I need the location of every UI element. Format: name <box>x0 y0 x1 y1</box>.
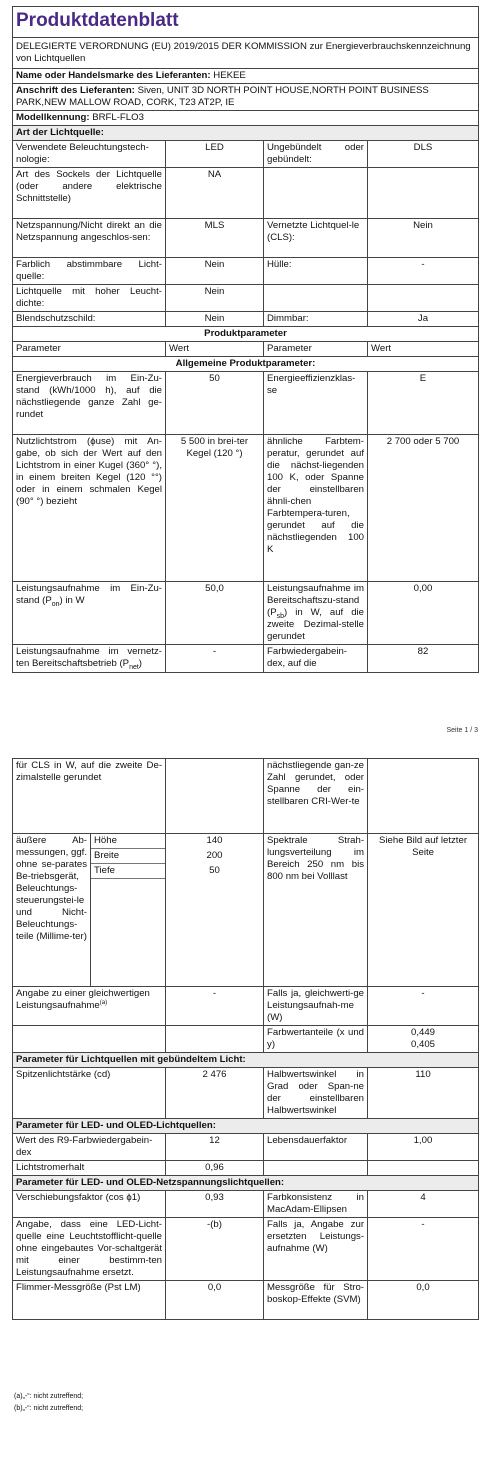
mains-label: Netzspannung/Nicht direkt an die Netzspannung angeschlos-sen: <box>13 219 166 258</box>
page-separator <box>0 740 490 752</box>
lumen-maintenance-label: Lichtstromerhalt <box>13 1161 166 1176</box>
chroma-x: 0,449 <box>411 1027 436 1038</box>
displacement-factor-label: Verschiebungsfaktor (cos ϕ1) <box>13 1191 166 1218</box>
peak-intensity-label: Spitzenlichtstärke (cd) <box>13 1068 166 1119</box>
high-luminance-value: Nein <box>166 285 264 312</box>
pnet-value: - <box>166 645 264 673</box>
spectral-value: Siehe Bild auf letzter Seite <box>368 834 479 987</box>
psb-sub: sb <box>276 612 284 620</box>
page-2 <box>0 752 490 1470</box>
cri-label-continued: nächstliegende gan-ze Zahl gerundet, oder Spanne der ein-stellbaren CRI-Wer-te <box>264 759 368 834</box>
regulation-text: DELEGIERTE VERORDNUNG (EU) 2019/2015 DER KOMMISSION zur Energieverbrauchskennzeichnung von Lichtquellen <box>13 38 479 69</box>
colour-consistency-value: 4 <box>368 1191 479 1218</box>
connected-label: Vernetzte Lichtquel-le (CLS): <box>264 219 368 258</box>
dimmable-value: Ja <box>368 312 479 327</box>
high-luminance-label: Lichtquelle mit hoher Leucht-dichte: <box>13 285 166 312</box>
product-params-heading: Produktparameter <box>13 327 479 342</box>
footnote-ref-a: (a) <box>99 999 108 1006</box>
energy-label: Energieverbrauch im Ein-Zu-stand (kWh/1000 h), auf die nächstliegende ganze Zahl ge-rundet <box>13 372 166 435</box>
survival-factor-value: 1,00 <box>368 1134 479 1161</box>
page-title: Produktdatenblatt <box>13 7 479 38</box>
displacement-factor-value: 0,93 <box>166 1191 264 1218</box>
flux-value: 5 500 in brei-ter Kegel (120 °) <box>166 435 264 582</box>
empty-cell <box>264 168 368 219</box>
replaced-power-label: Falls ja, Angabe zur ersetzten Leistungs-aufnahme (W) <box>264 1218 368 1281</box>
colour-consistency-label: Farbkonsistenz in MacAdam-Ellipsen <box>264 1191 368 1218</box>
tech-value: LED <box>166 141 264 168</box>
equiv-value: - <box>166 987 264 1026</box>
r9-value: 12 <box>166 1134 264 1161</box>
dimensions-names <box>91 834 166 987</box>
model-row <box>13 111 479 126</box>
cct-value: 2 700 oder 5 700 <box>368 435 479 582</box>
supplier-address-label: Anschrift des Lieferanten: <box>16 85 135 96</box>
supplier-name: HEKEE <box>213 70 246 81</box>
flicker-label: Flimmer-Messgröße (Pst LM) <box>13 1281 166 1320</box>
glare-label: Blendschutzschild: <box>13 312 166 327</box>
supplier-address: Siven, UNIT 3D NORTH POINT HOUSE,NORTH POINT BUSINESS PARK,NEW MALLOW ROAD, CORK, T23 AT2P, IE <box>16 85 429 108</box>
height-value: 140 <box>206 835 223 846</box>
col-value-header: Wert <box>368 342 479 357</box>
glare-value: Nein <box>166 312 264 327</box>
col-param-header: Parameter <box>13 342 166 357</box>
page-number: Seite 1 / 3 <box>446 727 478 734</box>
undirected-label: Ungebündelt oder gebündelt: <box>264 141 368 168</box>
supplier-address-row <box>13 84 479 111</box>
spectral-label: Spektrale Strah-lungsverteilung im Bereich 250 nm bis 800 nm bei Volllast <box>264 834 368 987</box>
beam-angle-value: 110 <box>368 1068 479 1119</box>
equiv-power-value: - <box>368 987 479 1026</box>
envelope-label: Hülle: <box>264 258 368 285</box>
led-heading: Parameter für LED- und OLED-Lichtquellen: <box>13 1119 479 1134</box>
colour-tunable-label: Farblich abstimmbare Licht-quelle: <box>13 258 166 285</box>
eff-class-value: E <box>368 372 479 435</box>
survival-factor-label: Lebensdauerfaktor <box>264 1134 368 1161</box>
pnet-label-continued: für CLS in W, auf die zweite De-zimalstelle gerundet <box>13 759 166 834</box>
empty-cell <box>264 285 368 312</box>
psb-label-text: ) in W, auf die zweite Dezimal-stelle gerundet <box>267 607 364 642</box>
pon-label-text: Leistungsaufnahme im Ein-Zu-stand (P <box>16 583 162 606</box>
psb-label <box>264 582 368 645</box>
general-params-heading: Allgemeine Produktparameter: <box>13 357 479 372</box>
eff-class-label: Energieeffizienzklas-se <box>264 372 368 435</box>
equiv-label-text: Angabe zu einer gleichwertigen Leistungsaufnahme <box>16 988 150 1011</box>
pon-label-text: ) in W <box>59 595 85 606</box>
supplier-name-label: Name oder Handelsmarke des Lieferanten: <box>16 70 211 81</box>
beam-angle-label: Halbwertswinkel in Grad oder Span-ne der einstellbaren Halbwertswinkel <box>264 1068 368 1119</box>
empty-cell <box>13 1026 166 1053</box>
cct-label: ähnliche Farbtem-peratur, gerundet auf die nächst-liegenden 100 K, oder Spanne der einstellbaren ähnli-chen Farbtempera-turen, gerundet auf die nächstliegenden 100 K <box>264 435 368 582</box>
dimensions-label: äußere Ab-messungen, ggf. ohne se-parates Be-triebsgerät, Beleuchtungs-steuerungstei-le und Nicht-Beleuchtungs-teile (Millime-ter) <box>13 834 91 987</box>
replacement-claim-label: Angabe, dass eine LED-Licht-quelle eine Leuchtstofflicht-quelle ohne eingebautes Vor-schaltgerät mit einer bestimm-ten Leistungsaufnahme ersetzt. <box>13 1218 166 1281</box>
cri-value: 82 <box>368 645 479 673</box>
empty-cell <box>368 168 479 219</box>
chroma-y: 0,405 <box>411 1039 436 1050</box>
equiv-power-label: Falls ja, gleichwerti-ge Leistungsaufnah-me (W) <box>264 987 368 1026</box>
light-source-type-heading: Art der Lichtquelle: <box>13 126 479 141</box>
model-label: Modellkennung: <box>16 112 90 123</box>
r9-label: Wert des R9-Farbwiedergabein-dex <box>13 1134 166 1161</box>
pnet-label-text: ) <box>138 658 142 669</box>
model-id: BRFL-FLO3 <box>92 112 144 123</box>
width-label: Breite <box>91 849 165 864</box>
replaced-power-value: - <box>368 1218 479 1281</box>
col-param-header: Parameter <box>264 342 368 357</box>
peak-intensity-value: 2 476 <box>166 1068 264 1119</box>
col-value-header: Wert <box>166 342 264 357</box>
pon-sub: on <box>51 600 60 608</box>
pon-label <box>13 582 166 645</box>
chroma-values <box>368 1026 479 1053</box>
empty-cell <box>166 1026 264 1053</box>
psb-value: 0,00 <box>368 582 479 645</box>
empty-cell <box>264 1161 368 1176</box>
socket-value: NA <box>166 168 264 219</box>
mains-value: MLS <box>166 219 264 258</box>
height-label: Höhe <box>91 834 165 849</box>
connected-value: Nein <box>368 219 479 258</box>
width-value: 200 <box>206 850 223 861</box>
product-data-sheet-table-page-1 <box>12 6 479 673</box>
empty-cell <box>166 759 264 834</box>
depth-value: 50 <box>209 865 220 876</box>
pnet-label <box>13 645 166 673</box>
dimensions-values <box>166 834 264 987</box>
flux-label: Nutzlichtstrom (ϕuse) mit An-gabe, ob sich der Wert auf den Lichtstrom in einer Kugel (360° °), in einem breiten Kegel (120 °°) oder in einem schmalen Kegel (90° °) bezieht <box>13 435 166 582</box>
supplier-name-row <box>13 69 479 84</box>
equiv-label <box>13 987 166 1026</box>
pon-value: 50,0 <box>166 582 264 645</box>
pnet-sub: net <box>129 663 139 671</box>
chroma-label: Farbwertanteile (x und y) <box>264 1026 368 1053</box>
mains-heading: Parameter für LED- und OLED-Netzspannungslichtquellen: <box>13 1176 479 1191</box>
flicker-value: 0,0 <box>166 1281 264 1320</box>
replacement-claim-value: -(b) <box>166 1218 264 1281</box>
colour-tunable-value: Nein <box>166 258 264 285</box>
envelope-value: - <box>368 258 479 285</box>
depth-label: Tiefe <box>91 864 165 879</box>
directional-heading: Parameter für Lichtquellen mit gebündeltem Licht: <box>13 1053 479 1068</box>
dimmable-label: Dimmbar: <box>264 312 368 327</box>
cri-label: Farbwiedergabein-dex, auf die <box>264 645 368 673</box>
product-data-sheet-table-page-2 <box>12 758 479 1320</box>
socket-label: Art des Sockels der Lichtquelle (oder andere elektrische Schnittstelle) <box>13 168 166 219</box>
pnet-label-text: Leistungsaufnahme im vernetz-ten Bereitschaftsbetrieb (P <box>16 646 162 669</box>
empty-cell <box>368 1161 479 1176</box>
undirected-value: DLS <box>368 141 479 168</box>
empty-cell <box>368 285 479 312</box>
svm-value: 0,0 <box>368 1281 479 1320</box>
empty-cell <box>368 759 479 834</box>
svm-label: Messgröße für Stro-boskop-Effekte (SVM) <box>264 1281 368 1320</box>
psb-label-text: Leistungsaufnahme im Bereitschaftszu-stand (P <box>267 583 364 618</box>
lumen-maintenance-value: 0,96 <box>166 1161 264 1176</box>
energy-value: 50 <box>166 372 264 435</box>
tech-label: Verwendete Beleuchtungstech-nologie: <box>13 141 166 168</box>
footnote-a: (a)„-“: nicht zutreffend; <box>14 1393 84 1400</box>
footnote-b: (b)„-“: nicht zutreffend; <box>14 1405 84 1412</box>
